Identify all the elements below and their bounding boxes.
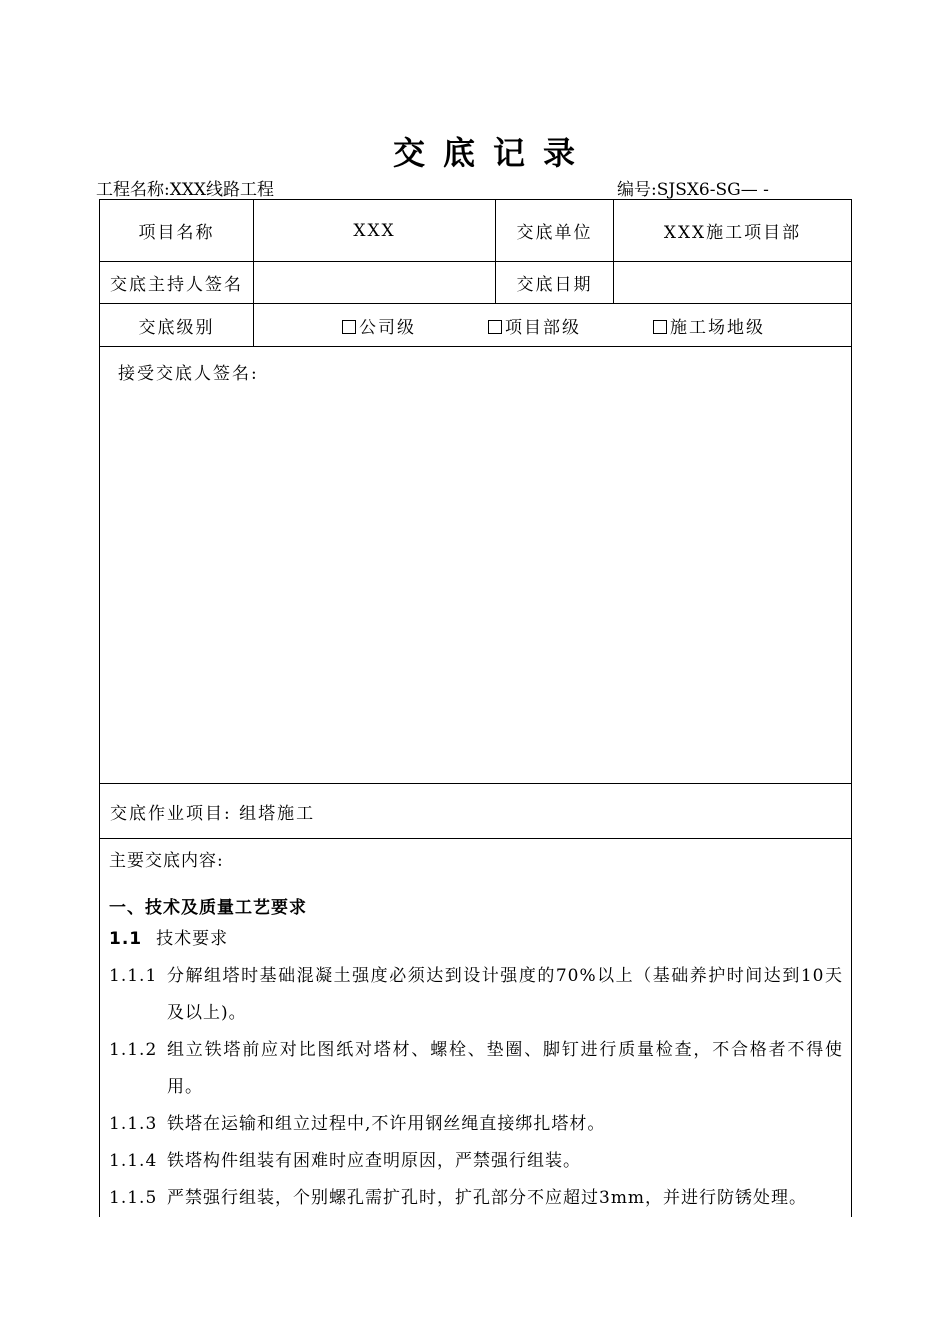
item-text: 铁塔在运输和组立过程中,不许用钢丝绳直接绑扎塔材。 [167, 1114, 606, 1134]
host-signature-label: 交底主持人签名 [100, 262, 254, 304]
checkbox-icon[interactable] [653, 320, 667, 334]
section-heading: 一、技术及质量工艺要求 [109, 898, 307, 918]
project-name-value[interactable]: XXX [254, 200, 496, 262]
level-option-company[interactable]: 公司级 [342, 313, 416, 338]
item-text: 分解组塔时基础混凝土强度必须达到设计强度的70%以上（基础养护时间达到10天及以上)。 [167, 966, 843, 1023]
level-options [254, 304, 852, 347]
host-signature-field[interactable] [254, 262, 496, 304]
level-option-site[interactable]: 施工场地级 [653, 313, 765, 338]
briefing-record-table [99, 199, 852, 1217]
subsection-heading [109, 921, 843, 958]
item-text: 严禁强行组装，个别螺孔需扩孔时，扩孔部分不应超过3mm，并进行防锈处理。 [167, 1188, 808, 1208]
list-item [109, 1106, 843, 1143]
project-name-label: 项目名称 [100, 200, 254, 262]
date-field[interactable] [614, 262, 852, 304]
checkbox-icon[interactable] [342, 320, 356, 334]
subsection-number: 1.1 [109, 929, 143, 949]
item-text: 组立铁塔前应对比图纸对塔材、螺栓、垫圈、脚钉进行质量检查，不合格者不得使用。 [167, 1040, 843, 1097]
list-item [109, 1032, 843, 1106]
content-label: 主要交底内容: [109, 851, 224, 871]
document-title: 交底记录 [392, 134, 593, 172]
item-number: 1.1.3 [109, 1114, 158, 1134]
subsection-title: 技术要求 [156, 929, 229, 949]
work-item: 交底作业项目: 组塔施工 [100, 784, 852, 839]
date-label: 交底日期 [496, 262, 614, 304]
level-option-department[interactable]: 项目部级 [488, 313, 581, 338]
item-text: 铁塔构件组装有困难时应查明原因，严禁强行组装。 [167, 1151, 581, 1171]
item-number: 1.1.4 [109, 1151, 158, 1171]
item-number: 1.1.5 [109, 1188, 158, 1208]
list-item [109, 1180, 843, 1217]
item-number: 1.1.1 [109, 966, 158, 986]
main-content [100, 839, 852, 1218]
document-code: 编号:SJSX6-SG— - [617, 180, 769, 200]
list-item [109, 1143, 843, 1180]
project-name-header: 工程名称:XXX线路工程 [96, 180, 275, 200]
list-item [109, 958, 843, 1032]
unit-value[interactable]: XXX施工项目部 [614, 200, 852, 262]
unit-label: 交底单位 [496, 200, 614, 262]
receiver-signature-area[interactable] [100, 347, 852, 784]
checkbox-icon[interactable] [488, 320, 502, 334]
item-number: 1.1.2 [109, 1040, 158, 1060]
receiver-signature-label: 接受交底人签名: [118, 364, 259, 384]
level-label: 交底级别 [100, 304, 254, 347]
